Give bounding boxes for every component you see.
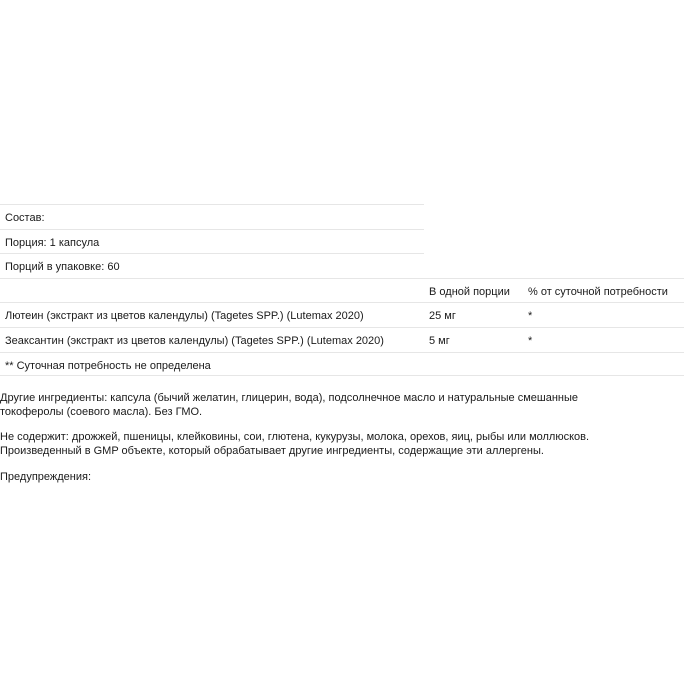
allergen-line: Не содержит: дрожжей, пшеницы, клейковины, сои, глютена, кукурузы, молока, орехов, яиц, рыбы или моллюсков. bbox=[0, 431, 590, 443]
warnings-section bbox=[0, 470, 684, 484]
other-ingredients-line: токоферолы (соевого масла). Без ГМО. bbox=[0, 406, 203, 418]
allergen-line: Произведенный в GMP объекте, который обрабатывает другие ингредиенты, содержащие эти аллергены. bbox=[0, 445, 544, 457]
table-header-row bbox=[0, 278, 684, 303]
other-ingredients-line: Другие ингредиенты: капсула (бычий желатин, глицерин, вода), подсолнечное масло и натуральные смешанные bbox=[0, 392, 579, 404]
allergen-statement bbox=[0, 430, 684, 458]
header-per-serving: В одной порции bbox=[429, 285, 510, 298]
header-daily-value: % от суточной потребности bbox=[528, 285, 668, 298]
servings-per-container-row bbox=[0, 253, 424, 278]
ingredient-amount: 5 мг bbox=[429, 334, 450, 347]
composition-row bbox=[0, 204, 424, 229]
ingredient-name: Зеаксантин (экстракт из цветов календулы) (Tagetes SPP.) (Lutemax 2020) bbox=[5, 334, 384, 347]
table-row bbox=[0, 302, 684, 327]
serving-size: Порция: 1 капсула bbox=[5, 236, 100, 249]
supplement-facts-table bbox=[0, 204, 684, 376]
composition-label: Состав: bbox=[5, 212, 45, 224]
servings-per-container: Порций в упаковке: 60 bbox=[5, 261, 120, 274]
ingredient-amount: 25 мг bbox=[429, 310, 456, 323]
warnings-label: Предупреждения: bbox=[0, 471, 92, 483]
ingredient-name: Лютеин (экстракт из цветов календулы) (Tagetes SPP.) (Lutemax 2020) bbox=[5, 310, 364, 323]
daily-value-footnote: ** Суточная потребность не определена bbox=[5, 359, 211, 372]
table-row bbox=[0, 327, 684, 352]
ingredient-daily-value: * bbox=[528, 310, 533, 323]
serving-size-row bbox=[0, 229, 424, 254]
other-ingredients bbox=[0, 391, 684, 419]
footnote-row bbox=[0, 352, 684, 377]
ingredient-daily-value: * bbox=[528, 334, 533, 347]
